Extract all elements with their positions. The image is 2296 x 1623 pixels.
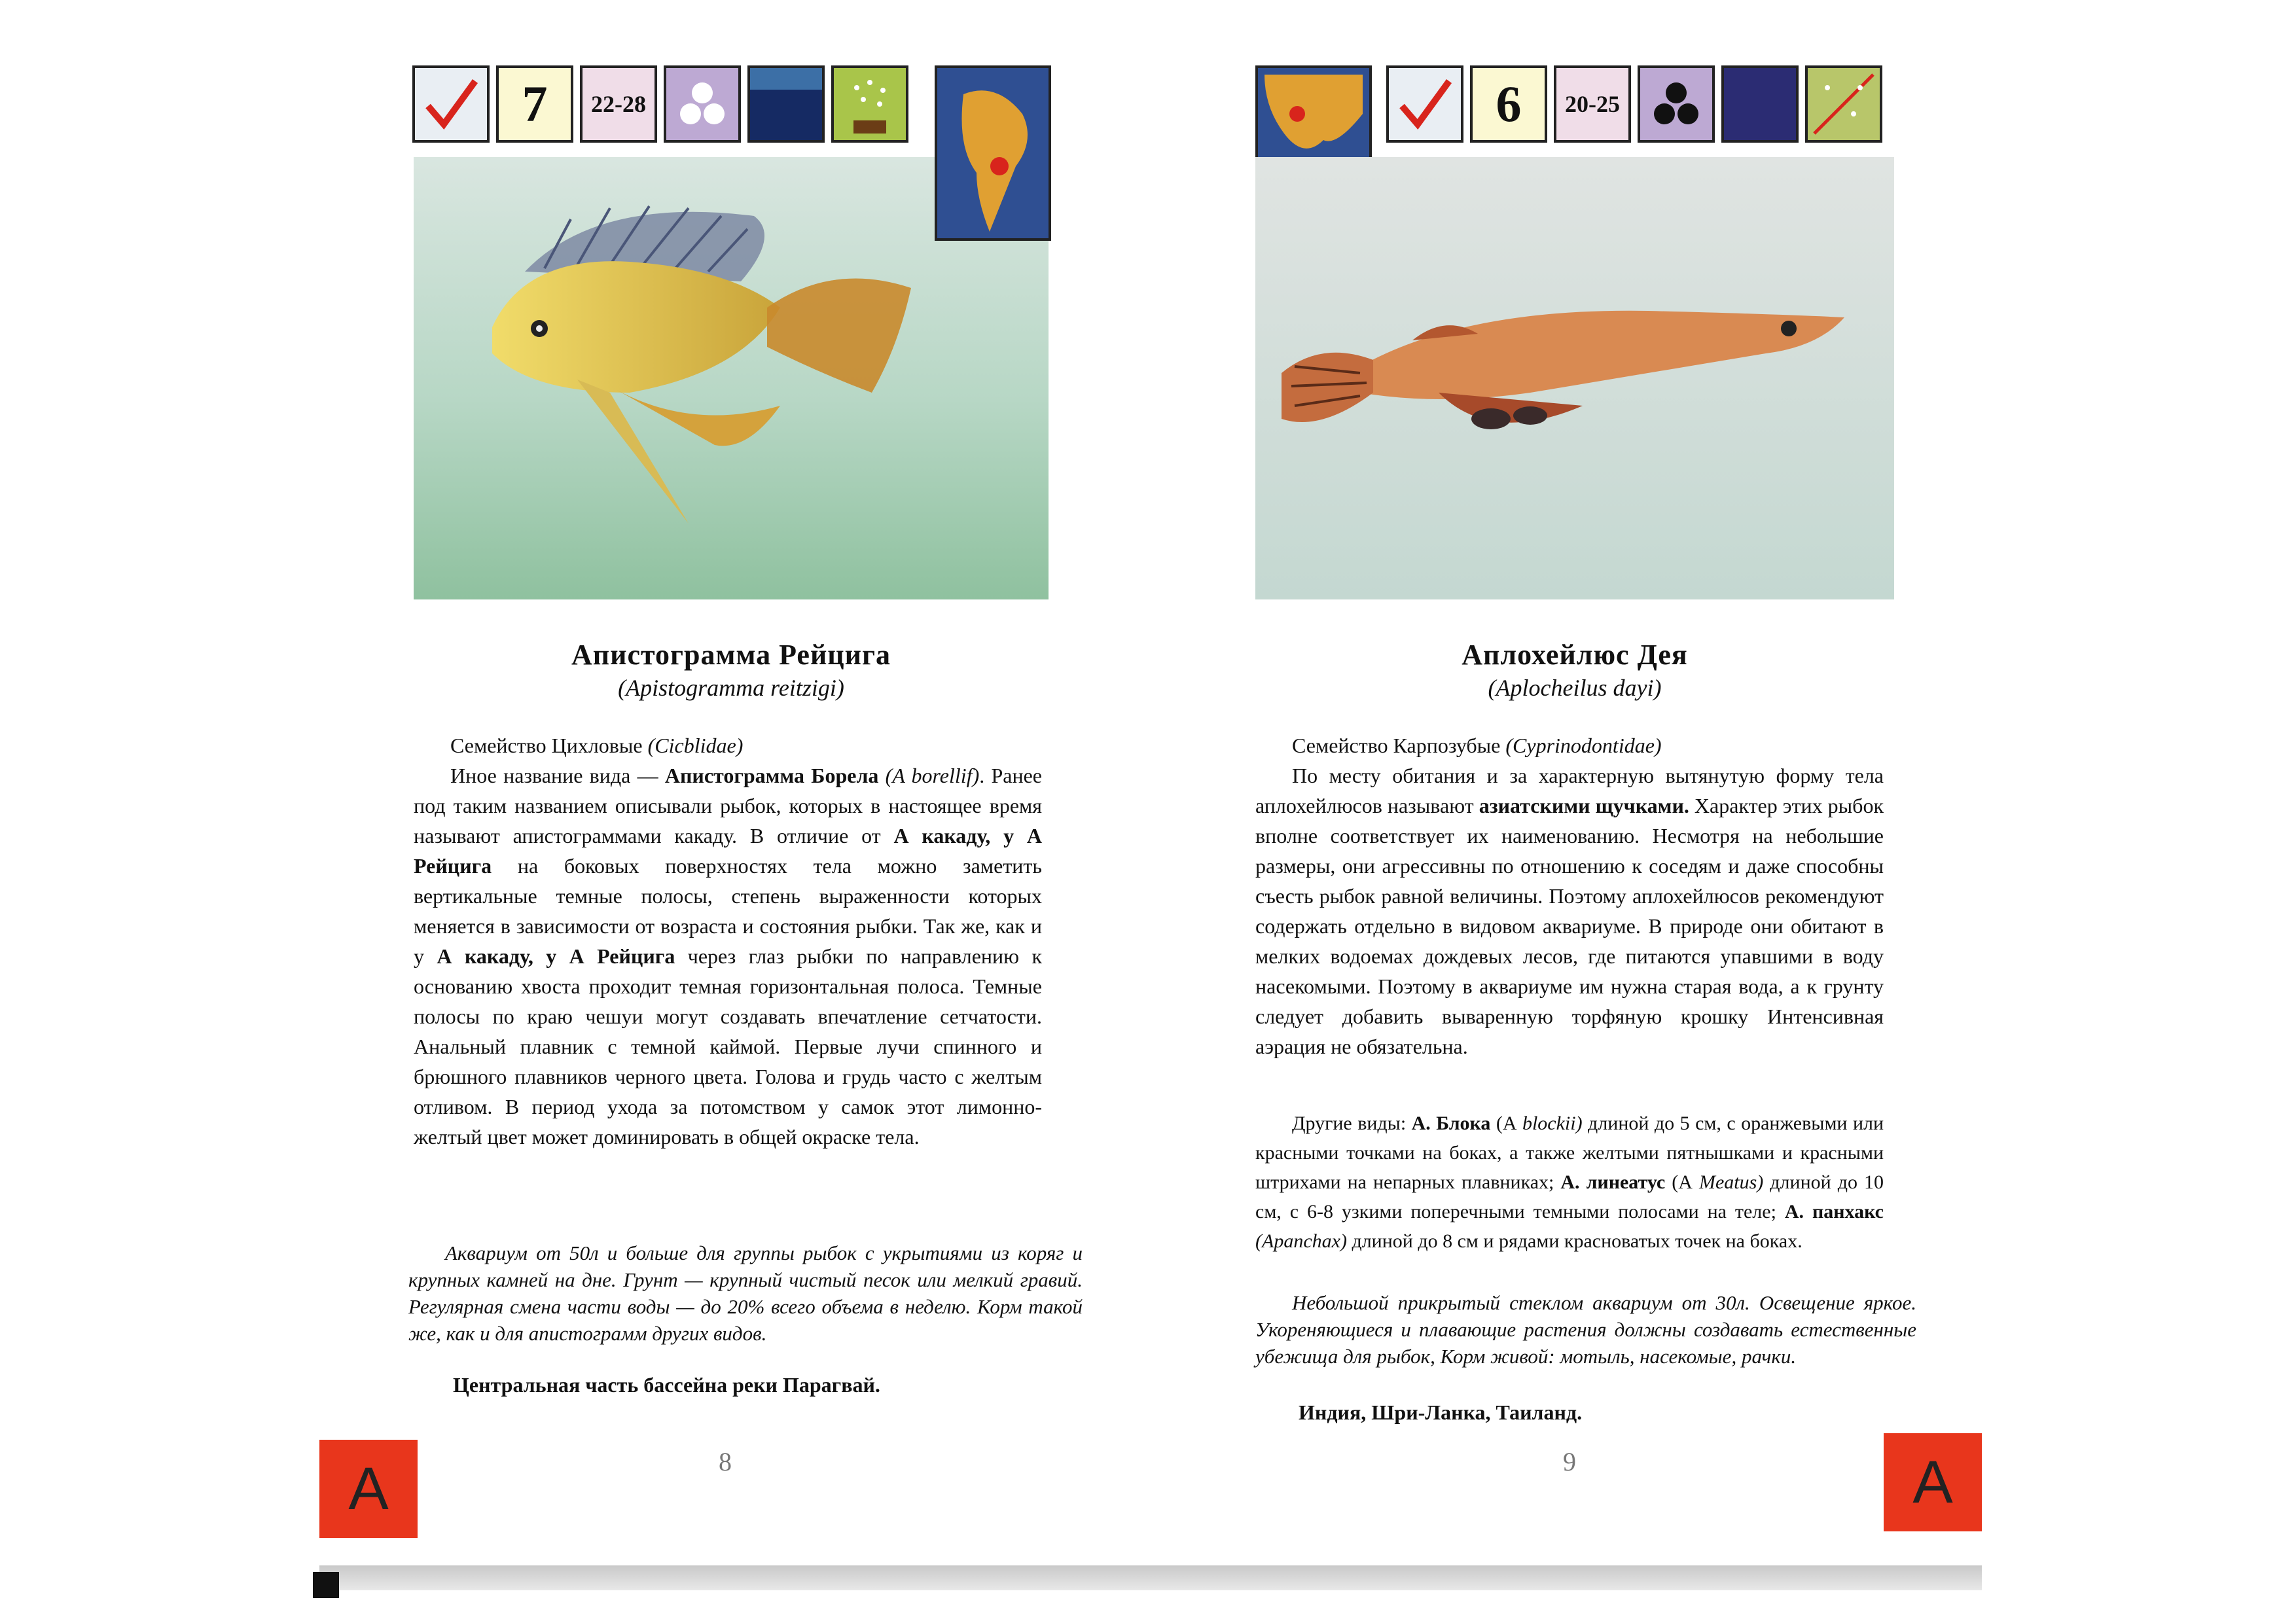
left-body-text bbox=[414, 730, 1042, 1152]
difficulty-number: 7 bbox=[496, 65, 573, 143]
check-icon bbox=[1386, 65, 1463, 143]
right-body-text bbox=[1255, 730, 1884, 1061]
other-species: Другие виды: А. Блока (А blockii) длиной до 5 см, с оранжевыми или красными точками на боках, а также желтыми пятнышками и красными штрихами на непарных плавниках; А. линеатус (А Meatus) длиной до 10 см, с 6-8 узкими поперечными темными полосами на теле; А. панхакс (Apanchax) длиной до 8 см и рядами красноватых точек на боках. bbox=[1255, 1113, 1884, 1252]
right-page bbox=[1148, 0, 2296, 1623]
description-paragraph: По месту обитания и за характерную вытянутую форму тела аплохейлюсов называют азиатскими щучками. Характер этих рыбок вполне соответствует их наименованию. Несмотря на небольшие размеры, они агрессивны по отношению к соседям и даже способны съесть рыбок равной величины. Поэтому аплохейлюсов рекомендуют содержать отдельно в видовом аквариуме. В природе они обитают в мелких водоемах дождевых лесов, где питаются упавшими в воду насекомыми. Поэтому в аквариуме им нужна старая вода, а к грунту следует добавить вываренную торфяную крошку Интенсивная аэрация не обязательна. bbox=[1255, 764, 1884, 1058]
page-number: 8 bbox=[719, 1447, 732, 1476]
alphabet-tab[interactable]: A bbox=[1884, 1433, 1982, 1531]
family-line: Семейство Карпозубые (Cyprinodontidae) bbox=[1292, 734, 1662, 757]
fish-photo-aplocheilus bbox=[1255, 157, 1894, 599]
temperature-range: 22-28 bbox=[580, 65, 657, 143]
water-level-icon bbox=[747, 65, 825, 143]
south-america-map-icon bbox=[935, 65, 1051, 241]
dots-icon bbox=[664, 65, 741, 143]
species-latin-name: (Apistogramma reitzigi) bbox=[618, 675, 844, 701]
dots-icon bbox=[1638, 65, 1715, 143]
corner-marker bbox=[313, 1572, 339, 1598]
habitat-region: Индия, Шри-Ланка, Таиланд. bbox=[1299, 1400, 1583, 1424]
temperature-range: 20-25 bbox=[1554, 65, 1631, 143]
difficulty-number: 6 bbox=[1470, 65, 1547, 143]
description-paragraph: Иное название вида — Апистограмма Борела (A borellif). Ранее под таким названием описывали рыбок, которых в настоящее время называют апистограммами какаду. В отличие от А какаду, у А Рейцига на боковых поверхностях тела можно заметить вертикальные темные полосы, степень выраженности которых меняется в зависимости от возраста и состояния рыбки. Так же, как и у А какаду, у А Рейцига через глаз рыбки по направлению к основанию хвоста проходит темная горизонтальная полоса. Темные полосы по краю чешуи могут создавать впечатление сетчатости. Анальный плавник с темной каймой. Первые лучи спинного и брюшного плавников черного цвета. Голова и грудь часто с желтым отливом. В период ухода за потомством у самок этот лимонно-желтый цвет может доминировать в общей окраске тела. bbox=[414, 764, 1043, 1149]
left-icon-strip bbox=[412, 65, 908, 143]
page-number: 9 bbox=[1563, 1447, 1576, 1476]
alphabet-tab[interactable]: A bbox=[319, 1440, 418, 1538]
water-level-icon bbox=[1721, 65, 1799, 143]
family-line: Семейство Цихловые (Cicblidae) bbox=[450, 734, 744, 757]
aquarium-conditions: Аквариум от 50л и больше для группы рыбок с укрытиями из коряг и крупных камней на дне. Грунт — крупный чистый песок или мелкий гравий. Регулярная смена части воды — до 20% всего объема в неделю. Корм такой же, как и для апистограмм других видов. bbox=[408, 1241, 1083, 1345]
species-title: Апистограмма Рейцига bbox=[571, 639, 891, 671]
species-latin-name: (Aplocheilus dayi) bbox=[1488, 675, 1662, 701]
habitat-region: Центральная часть бассейна реки Парагвай. bbox=[453, 1373, 880, 1397]
species-title: Аплохейлюс Дея bbox=[1462, 639, 1688, 671]
plants-icon bbox=[1805, 65, 1882, 143]
check-icon bbox=[412, 65, 490, 143]
book-spine-shadow bbox=[319, 1565, 1982, 1590]
aquarium-conditions: Небольшой прикрытый стеклом аквариум от 30л. Освещение яркое. Укореняющиеся и плавающие растения должны создавать естественные убежища для рыбок, Корм живой: мотыль, насекомые, рачки. bbox=[1255, 1291, 1916, 1368]
right-icon-strip bbox=[1386, 65, 1882, 143]
plants-icon bbox=[831, 65, 908, 143]
